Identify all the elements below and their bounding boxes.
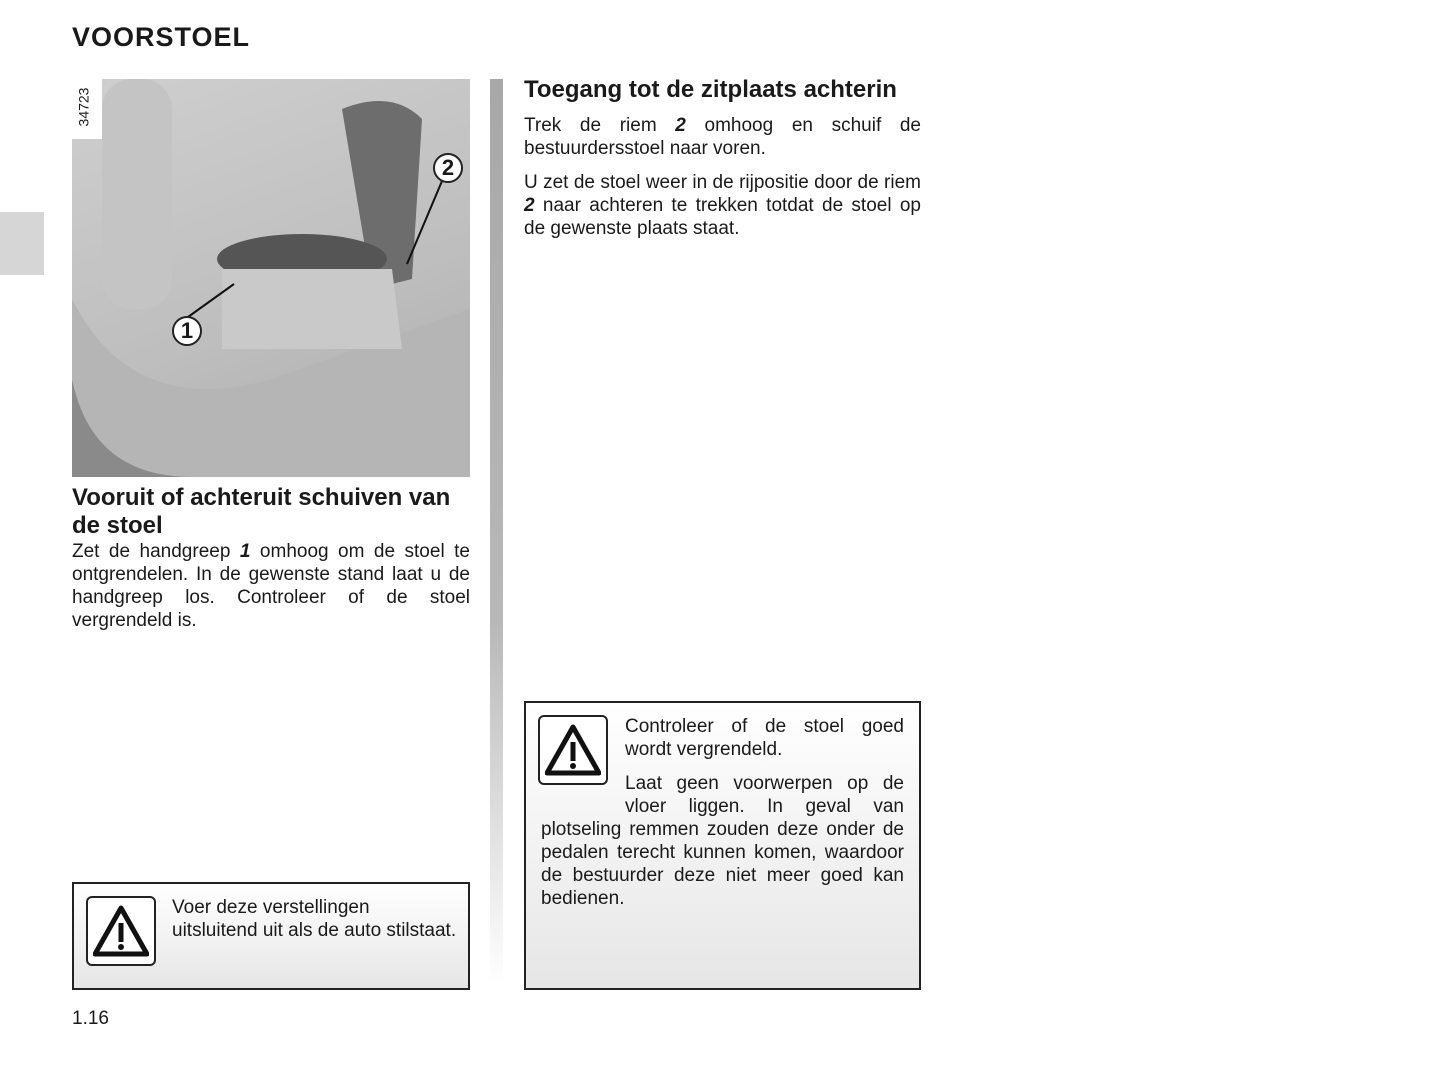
warning-text-objects: Laat geen voorwerpen op de vloer liggen. In geval van plotseling remmen zouden deze onder de pedalen terecht kunnen komen, waardoor de bestuurder deze niet meer goed kan bedienen. [541,773,904,909]
warning-triangle-icon [86,896,156,966]
rear-access-p2: U zet de stoel weer in de rijpositie door de riem 2 naar achteren te trekken totdat de stoel op de gewenste plaats staat. [524,172,921,239]
callout-2: 2 [433,153,463,183]
section-heading-rear-access: Toegang tot de zitplaats achterin [524,76,897,103]
warning-box-stationary [72,882,470,990]
section-tab [0,212,44,275]
warning-box-lock [524,701,921,990]
column-divider [490,79,503,984]
page-title: VOORSTOEL [72,22,251,52]
rear-access-p1: Trek de riem 2 omhoog en schuif de bestuurdersstoel naar voren. [524,115,921,159]
callout-1: 1 [172,316,202,346]
warning-text: Voer deze verstellingen uitsluitend uit als de auto stilstaat. [172,897,457,941]
page-number: 1.16 [72,1008,109,1029]
warning-text-lock: Controleer of de stoel goed wordt vergrendeld. [625,716,904,760]
section-heading-slide: Vooruit of achteruit schuiven van de stoel [72,484,451,539]
seat-illustration [72,79,470,477]
slide-instructions: Zet de handgreep 1 omhoog om de stoel te ontgrendelen. In de gewenste stand laat u de handgreep los. Controleer of de stoel vergrendeld is. [72,541,470,631]
figure-reference: 34723 [72,79,102,139]
seat-drawing [72,79,470,477]
